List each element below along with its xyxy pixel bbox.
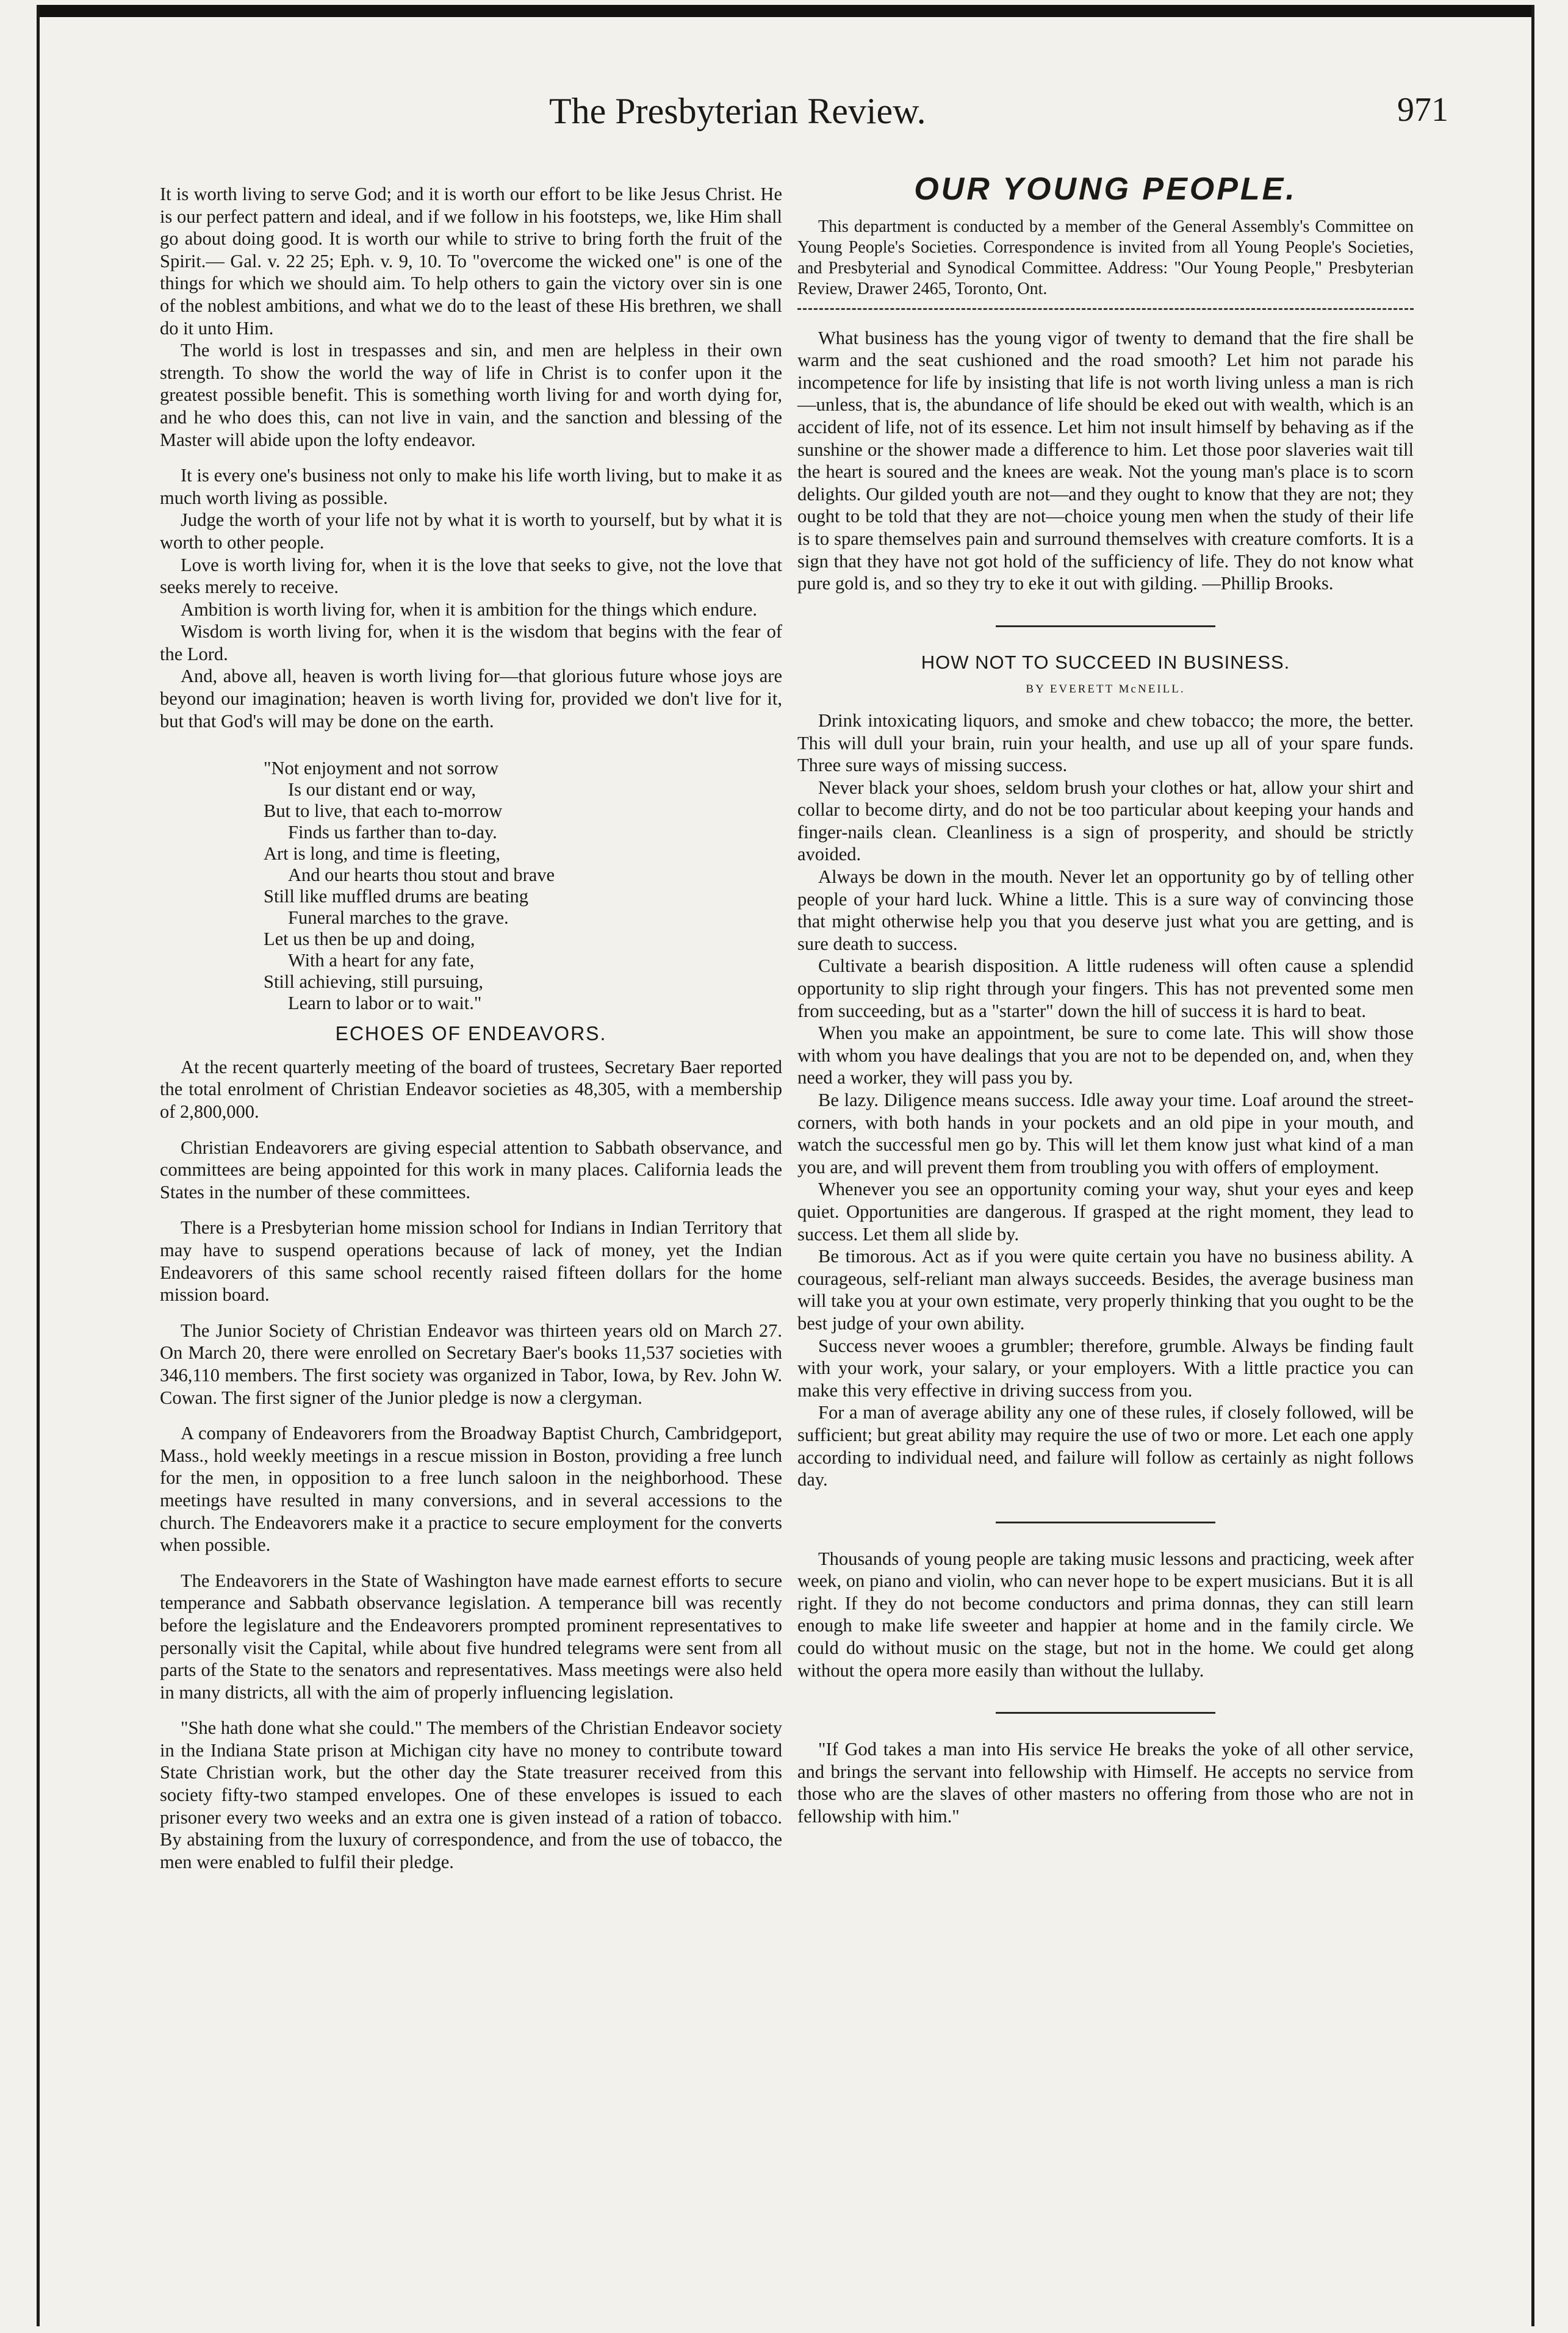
page-title: The Presbyterian Review. [549, 91, 926, 131]
poem-line: With a heart for any fate, [288, 950, 475, 971]
paragraph: Thousands of young people are taking music lessons and practicing, week after week, on piano and violin, who can never hope to be expert musicians. But it is all right. If they do not become conductors and prima donnas, they can still learn enough to make life sweeter and happier at home and in the family circle. We could do without music on the stage, but not in the home. We could get along without the opera more easily than without the lullaby. [797, 1548, 1414, 1681]
poem-line: "Not enjoyment and not sorrow [264, 758, 499, 779]
poem-line: And our hearts thou stout and brave [288, 865, 555, 886]
paragraph: The Junior Society of Christian Endeavor was thirteen years old on March 27. On March 20, there were enrolled on Secretary Baer's books 11,537 societies with 346,110 members. The first society was organized in Tabor, Iowa, by Rev. John W. Cowan. The first signer of the Junior pledge is now a clergyman. [160, 1320, 782, 1408]
poem-line: Still achieving, still pursuing, [264, 971, 484, 993]
paragraph: A company of Endeavorers from the Broadway Baptist Church, Cambridgeport, Mass., hold weekly meetings in a rescue mission in Boston, providing a free lunch for the men, in opposition to a free lunch saloon in the neighborhood. These meetings have resulted in many conversions, and in several accessions to the church. The Endeavorers make it a practice to secure employment for the converts when possible. [160, 1423, 782, 1556]
poem-line: Learn to labor or to wait." [288, 993, 482, 1014]
paragraph: Be lazy. Diligence means success. Idle away your time. Loaf around the street-corners, with both hands in your pockets and an old pipe in your mouth, and watch the successful men go by. This will let them know just what kind of a man you are, and will prevent them from troubling you with offers of employment. [797, 1090, 1414, 1177]
paragraph: Always be down in the mouth. Never let an opportunity go by of telling other people of your hard luck. Whine a little. This is a sure way of convincing those that might otherwise help you that you deserve just what you are getting, and is sure death to success. [797, 866, 1414, 954]
paragraph: For a man of average ability any one of these rules, if closely followed, will be sufficient; but great ability may require the use of two or more. Let each one apply according to individual need, and failure will follow as certainly as night follows day. [797, 1402, 1414, 1490]
paragraph: The world is lost in trespasses and sin, and men are helpless in their own strength. To show the world the way of life in Christ is to confer upon it the greatest possible benefit. This is something worth living for and worth dying for, and he who does this, can not live in vain, and the sanction and blessing of the Master will abide upon the lofty endeavor. [160, 340, 782, 450]
paragraph: Ambition is worth living for, when it is ambition for the things which endure. [181, 599, 758, 620]
poem-line: Is our distant end or way, [288, 779, 477, 800]
left-column [160, 183, 782, 1873]
byline: BY EVERETT McNEILL. [1026, 683, 1185, 696]
paragraph: It is every one's business not only to make his life worth living, but to make it as much worth living as possible. [160, 465, 782, 508]
paragraph: Drink intoxicating liquors, and smoke and chew tobacco; the more, the better. This will dull your brain, ruin your health, and use up all of your spare funds. Three sure ways of missing success. [797, 710, 1414, 776]
paragraph: Love is worth living for, when it is the love that seeks to give, not the love that seeks merely to receive. [160, 554, 782, 598]
paragraph: Cultivate a bearish disposition. A little rudeness will often cause a splendid opportunity to slip right through your fingers. This has not prevented some men from succeeding, but as a "starter" down the hill of success it is hard to beat. [797, 955, 1414, 1021]
poem-line: But to live, that each to-morrow [264, 800, 503, 822]
paragraph: The Endeavorers in the State of Washington have made earnest efforts to secure temperance and Sabbath observance legislation. A temperance bill was recently before the legislature and the Endeavorers prompted prominent representatives to personally visit the Capital, while about five hundred telegrams were sent from all parts of the State to the senators and representatives. Mass meetings were also held in many districts, all with the aim of properly influencing legislation. [160, 1570, 782, 1703]
paragraph: There is a Presbyterian home mission school for Indians in Indian Territory that may have to suspend operations because of lack of money, yet the Indian Endeavorers of this same school recently raised fifteen dollars for the home mission board. [160, 1217, 782, 1306]
right-border [1531, 5, 1534, 2326]
divider [996, 1712, 1215, 1714]
paragraph: "She hath done what she could." The members of the Christian Endeavor society in the Indiana State prison at Michigan city have no money to contribute toward State Christian work, but the other day the State treasurer received from this society fifty-two stamped envelopes. One of these envelopes is issued to each prisoner every two weeks and an extra one is given instead of a ration of tobacco. By abstaining from the luxury of correspondence, and from the use of tobacco, the men were enabled to fulfil their pledge. [160, 1717, 782, 1872]
echoes-heading: ECHOES OF ENDEAVORS. [335, 1023, 607, 1045]
poem-line: Art is long, and time is fleeting, [264, 843, 500, 865]
dashed-rule [797, 308, 1414, 310]
paragraph: What business has the young vigor of twenty to demand that the fire shall be warm and the seat cushioned and the road smooth? Let him not parade his incompetence for life by insisting that life is not worth living unless a man is rich—unless, that is, the abundance of life should be eked out with wealth, which is an accident of life, not of its essence. Let him not insult himself by behaving as if the sunshine or the shower made a difference to him. Let those poor slaveries wait till the heart is soured and the knees are weak. Not the young man's place is to scorn delights. Our gilded youth are not—and they ought to know that they are not; they ought to be told that they are not—choice young men when the study of their life is to spare themselves pain and surround themselves with creature comforts. It is a sign that they have not got hold of the sufficiency of life. They do not know what pure gold is, and so they try to eke it out with gilding. —Phillip Brooks. [797, 327, 1414, 594]
paragraph: Never black your shoes, seldom brush your clothes or hat, allow your shirt and collar to become dirty, and do not be too particular about keeping your hands and finger-nails clean. Cleanliness is a sign of prosperity, and should be strictly avoided. [797, 777, 1414, 865]
divider [996, 625, 1215, 627]
paragraph: Wisdom is worth living for, when it is the wisdom that begins with the fear of the Lord. [160, 621, 782, 664]
right-column [797, 171, 1414, 1828]
paragraph: Be timorous. Act as if you were quite certain you have no business ability. A courageous, self-reliant man always succeeds. Besides, the average business man will take you at your own estimate, very properly thinking that you ought to be the best judge of your own ability. [797, 1246, 1414, 1334]
paragraph: "If God takes a man into His service He breaks the yoke of all other service, and brings the servant into fellowship with Himself. He accepts no service from those who are the slaves of other masters no offering from those who are not in fellowship with him." [797, 1739, 1414, 1827]
section-title: OUR YOUNG PEOPLE. [914, 171, 1297, 207]
paragraph: And, above all, heaven is worth living for—that glorious future whose joys are beyond our imagination; heaven is worth living for, provided we don't live for it, but that God's will may be done on the earth. [160, 666, 782, 732]
divider [996, 1522, 1215, 1523]
paragraph: Whenever you see an opportunity coming your way, shut your eyes and keep quiet. Opportunities are dangerous. If grasped at the right moment, they lead to success. Let them all slide by. [797, 1179, 1414, 1245]
left-border [37, 5, 40, 2326]
poem-line: Finds us farther than to-day. [288, 822, 497, 843]
paragraph: Judge the worth of your life not by what it is worth to yourself, but by what it is worth to other people. [160, 509, 782, 553]
paragraph: When you make an appointment, be sure to come late. This will show those with whom you have dealings that you are not to be depended on, and, when they need a worker, they will pass you by. [797, 1023, 1414, 1088]
poem-line: Funeral marches to the grave. [288, 907, 509, 929]
section-intro-box [797, 217, 1414, 300]
paragraph: Christian Endeavorers are giving especial attention to Sabbath observance, and committees are being appointed for this work in many places. California leads the States in the number of these committees. [160, 1137, 782, 1202]
page-number: 971 [1397, 91, 1448, 129]
paragraph: It is worth living to serve God; and it is worth our effort to be like Jesus Christ. He is our perfect pattern and ideal, and if we follow in his footsteps, we, like Him shall go about doing good. It is worth our while to strive to bring forth the fruit of the Spirit.— Gal. v. 22 25; Eph. v. 9, 10. To "overcome the wicked one" is one of the things for which we should aim. To help others to gain the victory over sin is one of the noblest ambitions, and what we do to the least of these His brethren, we shall do it unto Him. [160, 184, 782, 339]
section-intro: This department is conducted by a member of the General Assembly's Committee on Young People's Societies. Correspondence is invited from all Young People's Societies, and Presbyterial and Synodical Committee. Address: "Our Young People," Presbyterian Review, Drawer 2465, Toronto, Ont. [797, 217, 1414, 298]
paragraph: At the recent quarterly meeting of the board of trustees, Secretary Baer reported the total enrolment of Christian Endeavor societies as 48,305, with a membership of 2,800,000. [160, 1056, 782, 1123]
paragraph: Success never wooes a grumbler; therefore, grumble. Always be finding fault with your work, your salary, or your employers. With a little practice you can make this very effective in driving success from you. [797, 1335, 1414, 1401]
poem-line: Still like muffled drums are beating [264, 886, 528, 907]
poem-line: Let us then be up and doing, [264, 929, 475, 950]
top-border [37, 5, 1534, 17]
business-heading: HOW NOT TO SUCCEED IN BUSINESS. [921, 651, 1290, 673]
poem [264, 758, 727, 1014]
page-header [85, 90, 1489, 139]
